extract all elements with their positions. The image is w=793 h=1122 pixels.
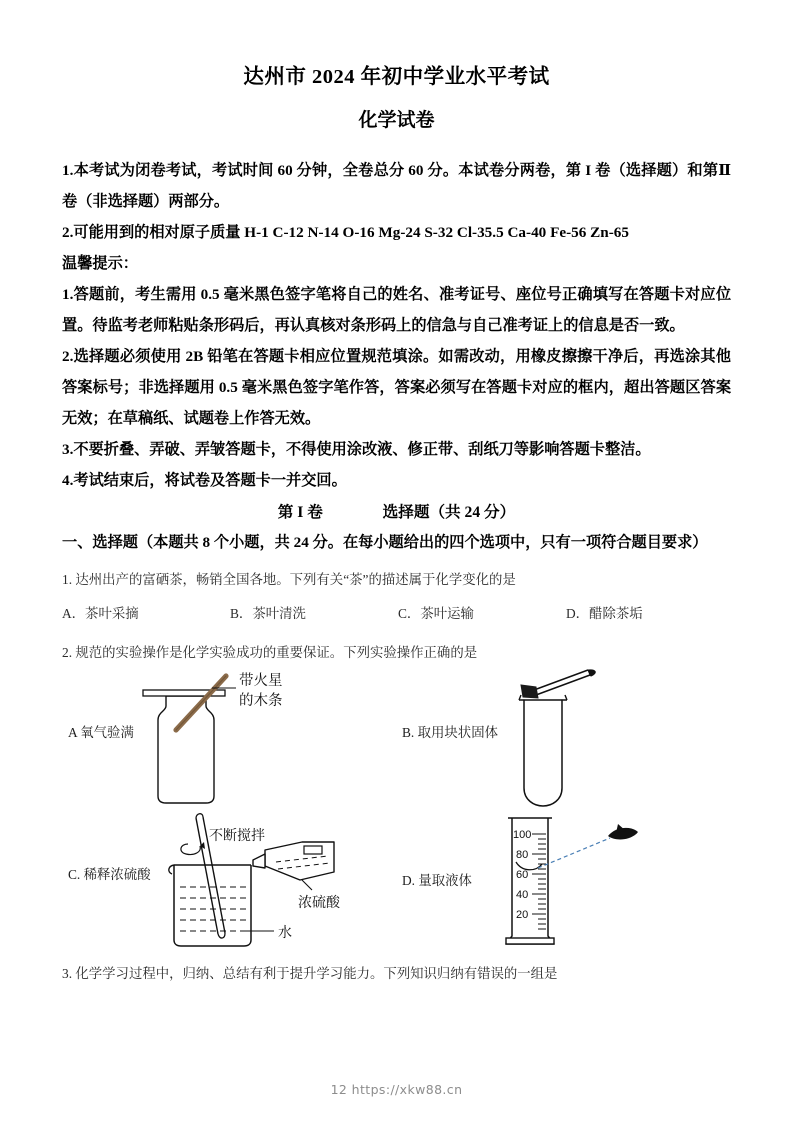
figure-c-label: C. 稀释浓硫酸 <box>68 867 151 883</box>
cylinder-scale-100: 100 <box>513 829 532 842</box>
oxygen-fullness-test-diagram <box>140 668 350 810</box>
page-subtitle: 化学试卷 <box>358 109 435 131</box>
bottle-neck <box>253 854 265 868</box>
reagent-bottle <box>253 842 334 880</box>
figure-c-stir-label: 不断搅拌 <box>209 829 265 845</box>
measure-liquid-diagram <box>492 812 692 952</box>
instruction-item-1: 1.本考试为闭卷考试，考试时间 60 分钟，全卷总分 60 分。本试卷分两卷，第 I 卷（选择题）和第Ⅱ卷（非选择题）两部分。 <box>62 162 731 211</box>
question-2-stem: 2. 规范的实验操作是化学实验成功的重要保证。下列实验操作正确的是 <box>62 645 478 661</box>
figure-b-label: B. 取用块状固体 <box>402 725 498 741</box>
question-1-option-c[interactable]: C．茶叶运输 <box>398 606 474 622</box>
section-intro: 一、选择题（本题共 8 个小题，共 24 分。在每小题给出的四个选项中，只有一项符合题目要求） <box>62 534 708 552</box>
cylinder-base <box>506 938 554 944</box>
tip-item-2: 2.选择题必须使用 2B 铅笔在答题卡相应位置规范填涂。如需改动，用橡皮擦擦干净后，再选涂其他答案标号；非选择题用 0.5 毫米黑色签字笔作答，答案必须写在答题卡对应的框内，超出答题区答案无效；在草稿纸、试题卷上作答无效。 <box>62 348 731 428</box>
figure-a-annotation-line2: 的木条 <box>239 693 283 710</box>
figure-c-acid-label: 浓硫酸 <box>298 896 340 912</box>
stir-arrow-icon <box>181 844 200 855</box>
question-1-options <box>62 593 731 626</box>
eye-icon <box>608 824 638 839</box>
question-3-stem: 3. 化学学习过程中，归纳、总结有利于提升学习能力。下列知识归纳有错误的一组是 <box>62 966 558 982</box>
pick-solid-block-diagram <box>506 668 696 810</box>
sight-line <box>538 838 610 868</box>
test-tube <box>524 700 562 806</box>
figure-d-label: D. 量取液体 <box>402 873 472 889</box>
section-header <box>62 496 731 528</box>
instructions-block <box>62 155 731 496</box>
tips-heading: 温馨提示： <box>62 255 138 273</box>
question-2-figure-grid <box>62 668 731 953</box>
tip-item-4: 4.考试结束后，将试卷及答题卡一并交回。 <box>62 472 347 490</box>
acid-leader-line <box>302 880 312 890</box>
question-1-stem: 1. 达州出产的富硒茶，畅销全国各地。下列有关“茶”的描述属于化学变化的是 <box>62 572 516 588</box>
question-1-option-b[interactable]: B．茶叶清洗 <box>230 606 306 622</box>
figure-option-b[interactable] <box>396 668 730 810</box>
instruction-item-2: 2.可能用到的相对原子质量 H-1 C-12 N-14 O-16 Mg-24 S-32 Cl-35.5 Ca-40 Fe-56 Zn-65 <box>62 224 629 242</box>
cylinder-scale-20: 20 <box>516 909 529 922</box>
tip-item-1: 1.答题前，考生需用 0.5 毫米黑色签字笔将自己的姓名、准考证号、座位号正确填写在答题卡对应位置。待监考老师粘贴条形码后，再认真核对条形码上的信急与自己准考证上的信息是否一致。 <box>62 286 731 335</box>
cylinder-scale-80: 80 <box>516 849 529 862</box>
figure-option-a[interactable] <box>62 668 396 810</box>
page-title: 达州市 2024 年初中学业水平考试 <box>243 66 550 88</box>
figure-a-annotation-line1: 带火星 <box>239 673 283 690</box>
dilute-sulfuric-acid-diagram <box>152 810 382 952</box>
figure-option-d[interactable] <box>396 810 730 952</box>
cylinder-scale-40: 40 <box>516 889 529 902</box>
bottle-label-patch <box>304 846 322 854</box>
gas-jar <box>158 696 214 803</box>
volume-label: 第 I 卷 <box>277 504 323 522</box>
figure-option-c[interactable] <box>62 810 396 952</box>
question-1-option-a[interactable]: A．茶叶采摘 <box>62 606 139 622</box>
section-type-label: 选择题（共 24 分） <box>382 504 516 522</box>
tweezers-icon <box>534 670 595 695</box>
figure-c-water-label: 水 <box>278 926 292 942</box>
solid-block <box>521 685 538 698</box>
beaker-spout <box>169 865 174 874</box>
tip-item-3: 3.不要折叠、弄破、弄皱答题卡，不得使用涂改液、修正带、刮纸刀等影响答题卡整洁。 <box>62 441 651 459</box>
figure-a-label: A 氧气验满 <box>68 725 134 741</box>
cylinder-scale-60: 60 <box>516 869 529 882</box>
page-footer: 12 https://xkw88.cn <box>330 1082 463 1097</box>
question-1-option-d[interactable]: D．醋除茶垢 <box>566 606 643 622</box>
